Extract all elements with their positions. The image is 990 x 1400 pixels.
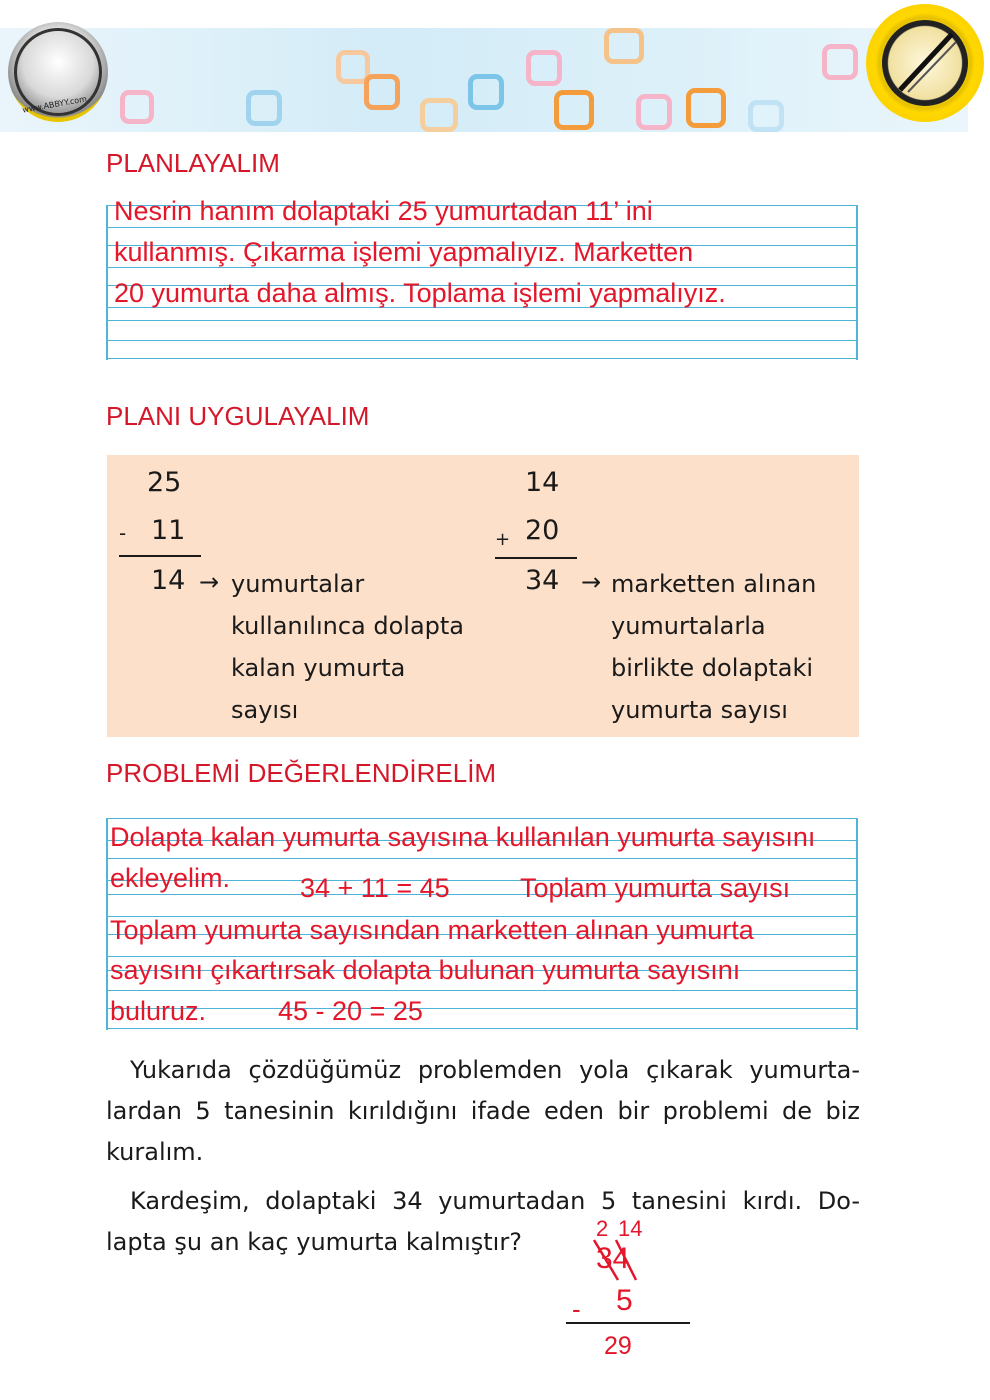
handwritten-line: Dolapta kalan yumurta sayısına kullanılan yumurta sayısını [110, 822, 816, 852]
subtrahend: 11 [151, 515, 186, 546]
handwritten-equation: 34 + 11 = 45 [300, 873, 450, 903]
paragraph-line: lapta şu an kaç yumurta kalmıştır? [106, 1228, 522, 1256]
section-title-problemi-degerlendirelim: PROBLEMİ DEĞERLENDİRELİM [106, 758, 497, 788]
handwritten-line: Toplam yumurta sayısından marketten alınan yumurta [110, 915, 754, 945]
desc-line: marketten alınan [611, 570, 817, 598]
sum: 34 [525, 565, 560, 596]
difference: 29 [604, 1332, 632, 1360]
decor-square [822, 44, 858, 80]
desc-line: yumurtalarla [611, 612, 766, 640]
sum-line [566, 1322, 690, 1324]
paragraph-line: kuralım. [106, 1138, 204, 1166]
subtrahend: 5 [616, 1284, 633, 1317]
borrow-ones: 14 [618, 1216, 643, 1241]
sum-line [495, 557, 577, 559]
paragraph-line: Yukarıda çözdüğümüz problemden yola çıkarak yumurta- [130, 1056, 860, 1084]
paragraph-problem-intro [106, 1050, 860, 1173]
handwritten-line: 20 yumurta daha almış. Toplama işlemi yapmalıyız. [114, 278, 726, 308]
handwritten-line: sayısını çıkartırsak dolapta bulunan yumurta sayısını [110, 955, 741, 985]
section-title-planlayalim: PLANLAYALIM [106, 148, 280, 178]
calculation-box [107, 455, 859, 737]
minus-sign: - [119, 521, 127, 545]
decor-square [420, 98, 458, 132]
header-banner [0, 28, 968, 132]
strike-marks [588, 1236, 648, 1284]
handwritten-line: ekleyelim. [110, 863, 231, 893]
paragraph-line: Kardeşim, dolaptaki 34 yumurtadan 5 tanesini kırdı. Do- [130, 1187, 860, 1215]
decor-square [468, 74, 504, 110]
decor-square [364, 74, 400, 110]
desc-line: sayısı [231, 696, 299, 724]
pencil-icon [882, 20, 968, 106]
minuend: 25 [147, 467, 182, 498]
badge-text: www.ABBYY.com [21, 94, 88, 115]
decor-square [554, 90, 594, 130]
decor-square [604, 28, 644, 64]
difference: 14 [151, 565, 186, 596]
decor-square [526, 50, 562, 86]
handwritten-equation: 45 - 20 = 25 [278, 996, 423, 1026]
addend-1: 14 [525, 467, 560, 498]
desc-line: kullanılınca dolapta [231, 612, 465, 640]
arrow-icon: → [199, 568, 220, 596]
minuend-crossed: 34 [596, 1242, 630, 1275]
desc-line: birlikte dolaptaki [611, 654, 814, 682]
handwritten-line: Nesrin hanım dolaptaki 25 yumurtadan 11’ ini [114, 196, 653, 226]
handwritten-line: buluruz. [110, 996, 207, 1026]
addend-2: 20 [525, 515, 560, 546]
minus-sign: - [572, 1294, 581, 1324]
desc-line: kalan yumurta [231, 654, 406, 682]
handwritten-line: kullanmış. Çıkarma işlemi yapmalıyız. Marketten [114, 237, 694, 267]
arrow-icon: → [581, 568, 602, 596]
desc-line: yumurtalar [231, 570, 365, 598]
decor-square [748, 100, 784, 132]
section-title-plani-uygulayalim: PLANI UYGULAYALIM [106, 401, 370, 431]
desc-line: yumurta sayısı [611, 696, 788, 724]
cd-badge-icon [8, 22, 108, 122]
plus-sign: + [495, 529, 511, 550]
paragraph-problem [106, 1181, 860, 1263]
decor-square [120, 90, 154, 124]
decor-square [246, 90, 282, 126]
decor-square [636, 94, 672, 130]
borrow-tens: 2 [596, 1216, 609, 1241]
handwritten-line: Toplam yumurta sayısı [520, 873, 791, 903]
paragraph-line: lardan 5 tanesinin kırıldığını ifade eden bir problemi de biz [106, 1097, 860, 1125]
pencil-badge-icon [866, 4, 984, 122]
decor-square [686, 88, 726, 128]
sum-line [119, 555, 201, 557]
